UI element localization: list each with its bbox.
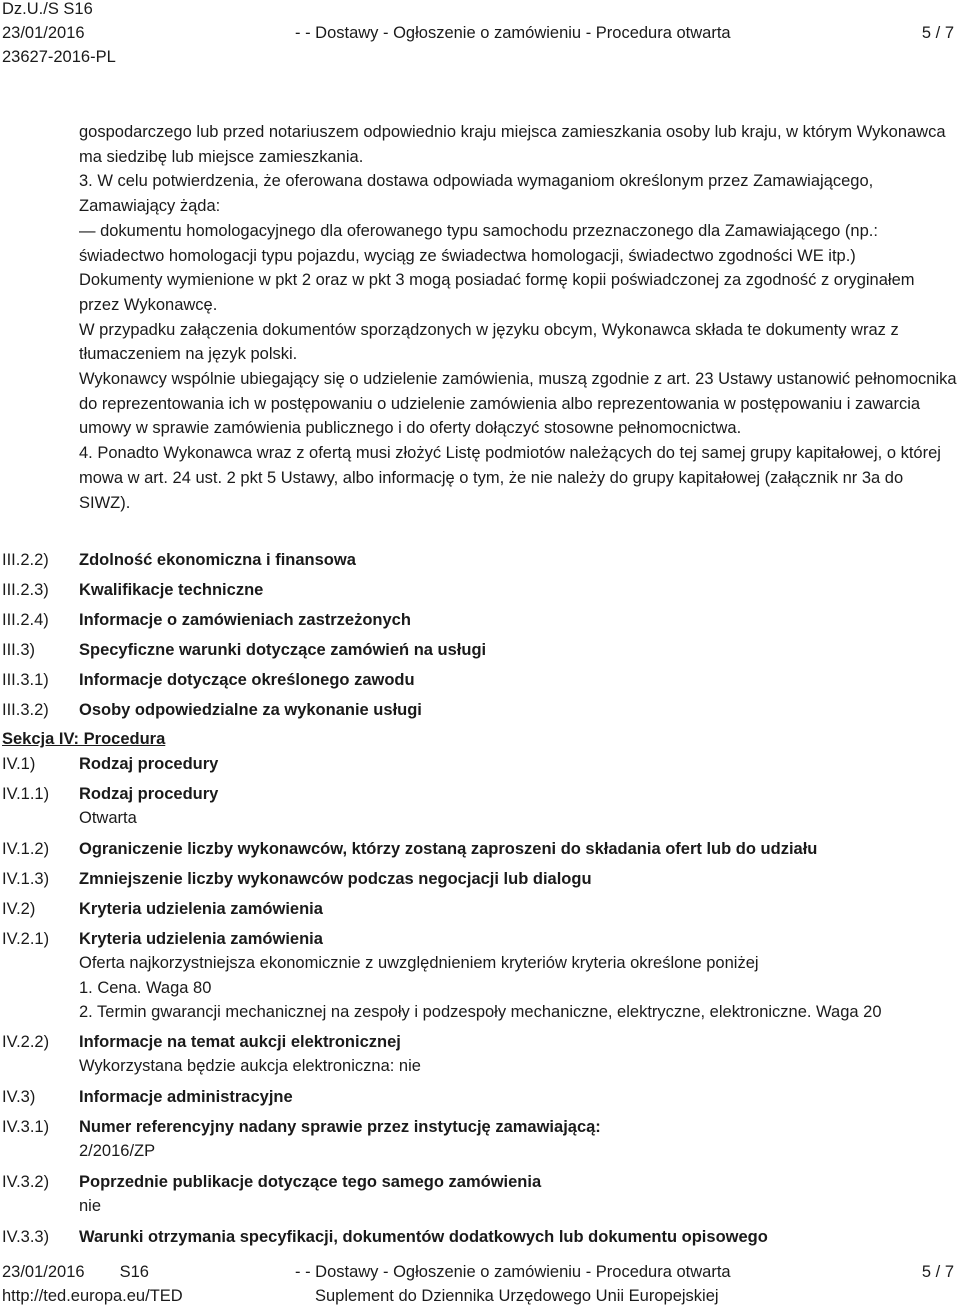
content-line: 2. Termin gwarancji mechanicznej na zespoły i podzespoły mechaniczne, elektryczne, elektroniczne. Waga 20: [79, 1003, 882, 1022]
section-number: III.3): [2, 641, 36, 659]
section-row: [2, 698, 957, 722]
section-number: III.3.2): [2, 701, 49, 719]
section-number: IV.3.1): [2, 1118, 50, 1136]
content-line: 2/2016/ZP: [79, 1142, 156, 1160]
section-content: [79, 951, 949, 1025]
paragraph: Dokumenty wymienione w pkt 2 oraz w pkt 3 mogą posiadać formę kopii poświadczonej za zgodność z oryginałem przez Wykonawcę.: [79, 271, 915, 314]
section-title: Informacje o zamówieniach zastrzeżonych: [79, 611, 411, 629]
section-number: IV.1): [2, 755, 36, 773]
section-number: IV.3): [2, 1088, 36, 1106]
section-row: [2, 668, 957, 692]
section-content: [79, 806, 949, 831]
section-number: III.2.3): [2, 581, 49, 599]
content-line: Oferta najkorzystniejsza ekonomicznie z uwzględnieniem kryteriów kryteria określone poniżej: [79, 954, 759, 972]
section-number: IV.2.2): [2, 1033, 50, 1051]
section-title: Kryteria udzielenia zamówienia: [79, 900, 323, 918]
section-row: [2, 548, 957, 572]
section-title: Zdolność ekonomiczna i finansowa: [79, 551, 356, 569]
footer-supplement: Suplement do Dziennika Urzędowego Unii Europejskiej: [315, 1287, 719, 1305]
footer-date: 23/01/2016: [2, 1263, 85, 1281]
section-title: Kwalifikacje techniczne: [79, 581, 264, 599]
section-title: Numer referencyjny nadany sprawie przez instytucję zamawiającą:: [79, 1118, 601, 1136]
paragraph: 4. Ponadto Wykonawca wraz z ofertą musi złożyć Listę podmiotów należących do tej samej grupy kapitałowej, o której mowa w art. 24 ust. 2 pkt 5 Ustawy, albo informację o tym, że nie należy do grupy kapitałowej (załącznik nr 3a do SIWZ).: [79, 444, 941, 512]
content-line: Wykorzystana będzie aukcja elektroniczna: nie: [79, 1057, 421, 1075]
section-row: [2, 782, 957, 806]
section-title: Informacje dotyczące określonego zawodu: [79, 671, 415, 689]
notice-id: 23627-2016-PL: [2, 48, 116, 66]
requirements-text: [79, 120, 959, 515]
section-number: III.3.1): [2, 671, 49, 689]
section-title: Ograniczenie liczby wykonawców, którzy zostaną zaproszeni do składania ofert lub do udziału: [79, 840, 818, 858]
paragraph: — dokumentu homologacyjnego dla oferowanego typu samochodu przeznaczonego dla Zamawiającego (np.: świadectwo homologacji typu pojazdu, wyciąg ze świadectwa homologacji, świadectwo zgodności WE itp.): [79, 221, 878, 265]
section-iv-heading: Sekcja IV: Procedura: [2, 730, 166, 748]
section-row: [2, 927, 957, 951]
section-row: [2, 1225, 957, 1249]
section-number: IV.2.1): [2, 930, 50, 948]
footer-url: http://ted.europa.eu/TED: [2, 1287, 183, 1305]
section-number: IV.3.3): [2, 1228, 50, 1246]
content-line: nie: [79, 1197, 102, 1215]
footer-page-number: 5 / 7: [921, 1263, 954, 1281]
header-page-number: 5 / 7: [921, 24, 954, 42]
section-title: Specyficzne warunki dotyczące zamówień na usługi: [79, 641, 487, 659]
section-row: [2, 578, 957, 602]
section-content: [79, 1139, 949, 1164]
section-number: IV.1.2): [2, 840, 50, 858]
footer-series: S16: [119, 1263, 149, 1281]
content-line: Otwarta: [79, 809, 137, 827]
header-date: 23/01/2016: [2, 24, 85, 42]
section-content: [79, 1194, 949, 1219]
paragraph: 3. W celu potwierdzenia, że oferowana dostawa odpowiada wymaganiom określonym przez Zamawiającego, Zamawiający żąda:: [79, 172, 874, 216]
section-title: Warunki otrzymania specyfikacji, dokumentów dodatkowych lub dokumentu opisowego: [79, 1228, 768, 1246]
section-row: [2, 638, 957, 662]
journal-ref: Dz.U./S S16: [2, 0, 93, 18]
section-title: Zmniejszenie liczby wykonawców podczas negocjacji lub dialogu: [79, 870, 592, 888]
section-content: [79, 1054, 949, 1079]
section-title: Poprzednie publikacje dotyczące tego samego zamówienia: [79, 1173, 542, 1191]
section-row: [2, 1115, 957, 1139]
section-title: Rodzaj procedury: [79, 785, 219, 803]
header-title: - - Dostawy - Ogłoszenie o zamówieniu - Procedura otwarta: [295, 24, 731, 42]
section-row: [2, 837, 957, 861]
section-row: [2, 867, 957, 891]
footer-title: - - Dostawy - Ogłoszenie o zamówieniu - Procedura otwarta: [295, 1263, 731, 1281]
section-row: [2, 1030, 957, 1054]
section-number: IV.1.1): [2, 785, 50, 803]
paragraph: gospodarczego lub przed notariuszem odpowiednio kraju miejsca zamieszkania osoby lub kraju, w którym Wykonawca ma siedzibę lub miejsce zamieszkania.: [79, 123, 946, 166]
section-title: Osoby odpowiedzialne za wykonanie usługi: [79, 701, 422, 719]
section-title: Informacje na temat aukcji elektronicznej: [79, 1033, 401, 1051]
footer-date-series: [2, 1263, 149, 1282]
page-header: [0, 0, 960, 70]
section-number: III.2.4): [2, 611, 49, 629]
section-number: III.2.2): [2, 551, 49, 569]
section-number: IV.3.2): [2, 1173, 50, 1191]
section-row: [2, 752, 957, 776]
paragraph: Wykonawcy wspólnie ubiegający się o udzielenie zamówienia, muszą zgodnie z art. 23 Ustawy ustanowić pełnomocnika do reprezentowania ich w postępowaniu o udzielenie zamówienia albo reprezentowania w postępowaniu i zawarcia umowy w sprawie zamówienia publicznego i do oferty dołączyć stosowne pełnomocnictwa.: [79, 370, 957, 438]
paragraph: W przypadku załączenia dokumentów sporządzonych w języku obcym, Wykonawca składa te dokumenty wraz z tłumaczeniem na język polski.: [79, 320, 899, 364]
section-row: [2, 608, 957, 632]
page-footer: [0, 1263, 960, 1311]
section-number: IV.2): [2, 900, 36, 918]
section-number: IV.1.3): [2, 870, 50, 888]
section-row: [2, 897, 957, 921]
section-row: [2, 1085, 957, 1109]
section-row: [2, 1170, 957, 1194]
section-title: Kryteria udzielenia zamówienia: [79, 930, 323, 948]
content-line: 1. Cena. Waga 80: [79, 978, 212, 997]
section-title: Rodzaj procedury: [79, 755, 219, 773]
section-title: Informacje administracyjne: [79, 1088, 293, 1106]
